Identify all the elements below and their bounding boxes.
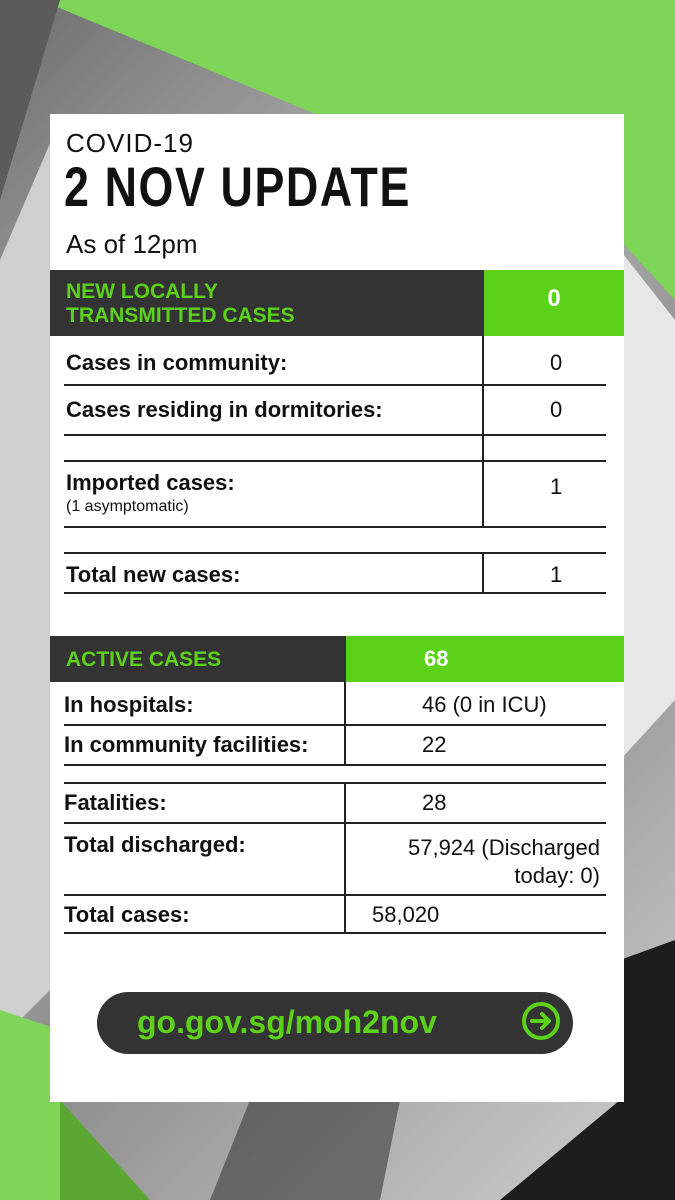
active-header-label: ACTIVE CASES: [66, 648, 222, 671]
as-of-time: As of 12pm: [66, 229, 198, 259]
local-header-line1: NEW LOCALLY: [66, 280, 219, 303]
page-title: 2 NOV UPDATE: [64, 155, 411, 218]
divider: [64, 552, 606, 554]
total-new-label: Total new cases:: [66, 562, 241, 587]
divider: [64, 526, 606, 528]
discharged-value-line2: today: 0): [514, 863, 600, 888]
divider: [64, 822, 606, 824]
active-header-value: 68: [424, 646, 449, 671]
update-card: [50, 114, 624, 1102]
community-facilities-value: 22: [422, 732, 447, 757]
discharged-value: [350, 834, 600, 890]
local-header-line2: TRANSMITTED CASES: [66, 304, 295, 327]
community-label: Cases in community:: [66, 350, 288, 375]
link-button[interactable]: [97, 992, 573, 1054]
link-text[interactable]: go.gov.sg/moh2nov: [137, 1004, 437, 1040]
divider: [64, 384, 606, 386]
divider: [64, 894, 606, 896]
divider: [64, 932, 606, 934]
dormitories-label: Cases residing in dormitories:: [66, 397, 383, 422]
dormitories-value: 0: [550, 397, 563, 422]
divider: [64, 782, 606, 784]
divider: [64, 724, 606, 726]
divider: [64, 434, 606, 436]
summary-divider: [344, 782, 346, 934]
local-cases-value: [484, 270, 624, 336]
total-cases-value: 58,020: [372, 902, 440, 927]
hospitals-label: In hospitals:: [64, 692, 194, 717]
divider: [64, 764, 606, 766]
fatalities-value: 28: [422, 790, 447, 815]
total-new-value: 1: [550, 562, 563, 587]
imported-sublabel: (1 asymptomatic): [66, 498, 189, 515]
local-cases-header: [50, 270, 484, 336]
active-cases-value: [346, 636, 624, 682]
local-divider: [482, 336, 484, 528]
covid-label: COVID-19: [66, 128, 194, 158]
active-cases-header: [50, 636, 346, 682]
imported-value: 1: [550, 474, 563, 499]
community-value: 0: [550, 350, 563, 375]
local-header-value: 0: [547, 285, 561, 312]
local-total-divider: [482, 552, 484, 594]
discharged-value-line1: 57,924 (Discharged: [407, 835, 600, 860]
hospitals-value: 46 (0 in ICU): [422, 692, 547, 717]
discharged-label: Total discharged:: [64, 832, 246, 857]
imported-label: Imported cases:: [66, 470, 235, 495]
arrow-right-circle-icon[interactable]: [521, 1001, 561, 1041]
community-facilities-label: In community facilities:: [64, 732, 309, 757]
divider: [64, 592, 606, 594]
fatalities-label: Fatalities:: [64, 790, 167, 815]
total-cases-label: Total cases:: [64, 902, 190, 927]
divider: [64, 460, 606, 462]
local-cases-header-label: [66, 280, 295, 328]
